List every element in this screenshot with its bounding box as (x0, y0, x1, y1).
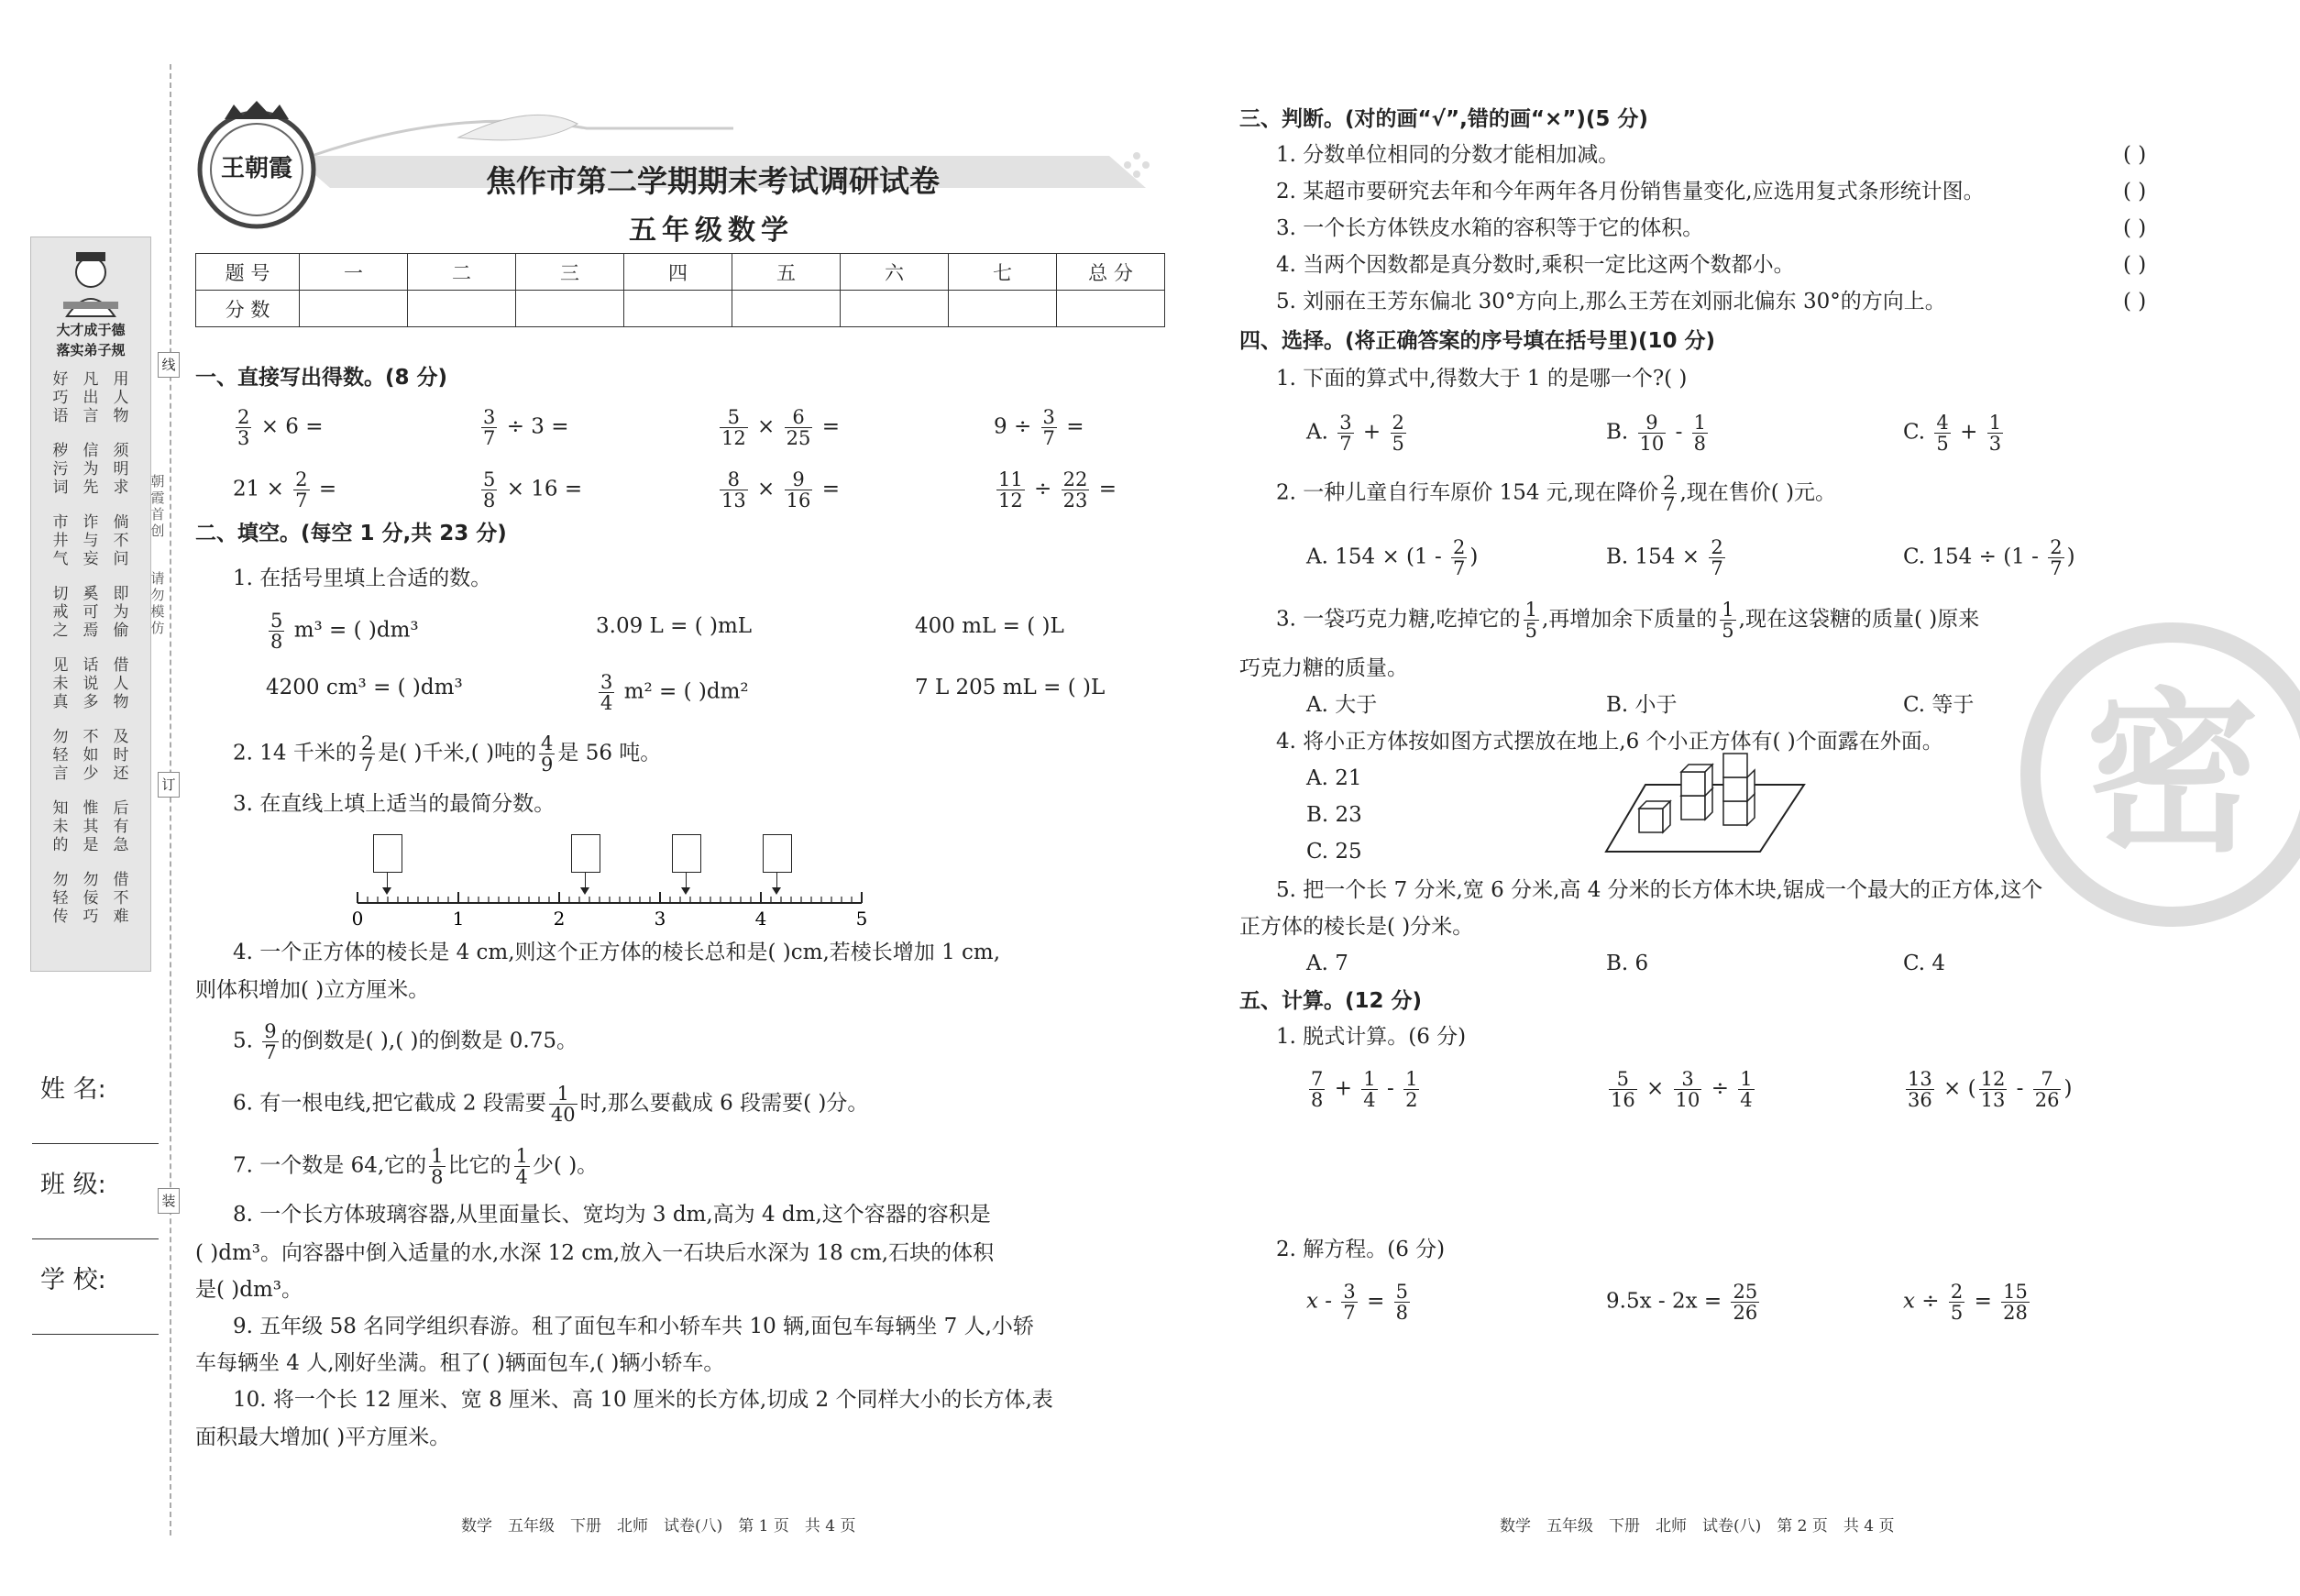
seal-mark-ding: 订 (158, 772, 180, 798)
s2-q5: 5. $\frac{9}{7}$ 的倒数是( ),( )的倒数是 0.75。 (233, 1020, 578, 1063)
tick-label: 3 (654, 908, 666, 930)
s4-q5-option-b[interactable]: B. 6 (1606, 952, 1649, 975)
margin-note-char: 朝 (150, 473, 165, 490)
motto-char: 切 (52, 585, 69, 603)
motto-char: 言 (52, 765, 69, 783)
motto-char: 如 (83, 746, 99, 765)
s4-q5-option-a[interactable]: A. 7 (1306, 952, 1348, 975)
motto-char: 轻 (52, 889, 69, 908)
score-table-score-row (196, 291, 1165, 327)
footer-left: 数学 五年级 下册 北师 试卷(八) 第 1 页 共 4 页 (461, 1517, 856, 1535)
motto-char: 传 (52, 908, 69, 926)
motto-char: 问 (113, 550, 129, 568)
s2-q1c: 400 mL = ( )L (915, 614, 1064, 638)
page-subtitle: 五年级数学 (629, 215, 794, 247)
s5-equation-1: x - $\frac{3}{7}$ = $\frac{5}{8}$ (1306, 1281, 1409, 1324)
name-label: 姓 名: (40, 1075, 106, 1104)
motto-char: 多 (83, 693, 99, 711)
motto-char: 人 (113, 675, 129, 693)
judgement-answer-paren[interactable]: ( ) (2123, 253, 2147, 277)
motto-column (80, 871, 102, 926)
s2-q9b: 车每辆坐 4 人,刚好坐满。租了( )辆面包车,( )辆小轿车。 (195, 1351, 725, 1375)
sidebar-motto-panel (30, 237, 151, 972)
s2-q10b: 面积最大增加( )平方厘米。 (195, 1425, 451, 1449)
tick-label: 5 (855, 908, 868, 930)
s4-q2-option-b[interactable]: B. 154 × $\frac{2}{7}$ (1606, 536, 1723, 579)
motto-char: 物 (113, 407, 129, 425)
s5-equation-3: x ÷ $\frac{2}{5}$ = $\frac{15}{28}$ (1903, 1281, 2028, 1324)
class-line[interactable] (32, 1238, 159, 1239)
motto-char: 可 (83, 603, 99, 622)
s4-q3b: 巧克力糖的质量。 (1239, 656, 1408, 680)
slogan-1: 大才成于德 (56, 322, 126, 338)
score-cell[interactable] (841, 291, 949, 327)
motto-column (50, 513, 72, 568)
motto-char: 巧 (52, 389, 69, 407)
s1-q7: $\frac{8}{13}$ × $\frac{9}{16}$ = (721, 468, 840, 512)
answer-box-2[interactable] (571, 834, 600, 873)
motto-char: 时 (113, 746, 129, 765)
number-line (351, 830, 871, 940)
s1-q6: $\frac{5}{8}$ × 16 = (483, 468, 583, 512)
motto-char: 秽 (52, 442, 69, 460)
s4-q3-option-b[interactable]: B. 小于 (1606, 693, 1678, 717)
motto-column (50, 728, 72, 783)
motto-char: 难 (113, 908, 129, 926)
motto-char: 为 (83, 460, 99, 479)
motto-char: 好 (52, 370, 69, 389)
motto-char: 未 (52, 675, 69, 693)
confidential-watermark-icon (2021, 614, 2300, 944)
motto-char: 诈 (83, 513, 99, 532)
s2-q9a: 9. 五年级 58 名同学组织春游。租了面包车和小轿车共 10 辆,面包车每辆坐 7 人,小轿 (233, 1315, 1034, 1338)
motto-char: 气 (52, 550, 69, 568)
s4-q4: 4. 将小正方体按如图方式摆放在地上,6 个小正方体有( )个面露在外面。 (1276, 730, 1943, 754)
motto-char: 及 (113, 728, 129, 746)
judgement-answer-paren[interactable]: ( ) (2123, 216, 2147, 240)
motto-char: 与 (83, 532, 99, 550)
s2-q4a: 4. 一个正方体的棱长是 4 cm,则这个正方体的棱长总和是( )cm,若棱长增加 1 cm, (233, 941, 1001, 964)
motto-char: 真 (52, 693, 69, 711)
motto-char: 物 (113, 693, 129, 711)
s5-expr-1: $\frac{7}{8}$ + $\frac{1}{4}$ - $\frac{1}{2}$ (1311, 1068, 1418, 1111)
s1-q8: $\frac{11}{12}$ ÷ $\frac{22}{23}$ = (998, 468, 1117, 512)
motto-char: 出 (83, 389, 99, 407)
score-cell[interactable] (624, 291, 732, 327)
motto-char: 井 (52, 532, 69, 550)
judgement-item: 2. 某超市要研究去年和今年两年各月份销售量变化,应选用复式条形统计图。 (1276, 180, 1985, 204)
motto-char: 话 (83, 656, 99, 675)
motto-column (80, 585, 102, 640)
judgement-answer-paren[interactable]: ( ) (2123, 143, 2147, 167)
motto-char: 是 (83, 836, 99, 854)
s4-q4-option-a[interactable]: A. 21 (1306, 766, 1362, 790)
s2-q1f: 7 L 205 mL = ( )L (915, 676, 1106, 699)
motto-char: 语 (52, 407, 69, 425)
motto-char: 勿 (52, 871, 69, 889)
motto-column (50, 442, 72, 497)
score-cell[interactable] (300, 291, 408, 327)
school-label: 学 校: (40, 1266, 106, 1294)
s4-q1-option-b[interactable]: B. $\frac{9}{10}$ - $\frac{1}{8}$ (1606, 412, 1707, 455)
motto-char: 妄 (83, 550, 99, 568)
motto-char: 偷 (113, 622, 129, 640)
motto-column (80, 370, 102, 425)
motto-column (80, 656, 102, 711)
motto-char: 奚 (83, 585, 99, 603)
motto-char: 急 (113, 836, 129, 854)
margin-note-original (149, 473, 167, 539)
binding-dashed-line (170, 64, 171, 1535)
motto-char: 说 (83, 675, 99, 693)
seal-mark-zhuang: 装 (158, 1188, 180, 1214)
s2-q1b: 3.09 L = ( )mL (596, 614, 753, 638)
motto-char: 污 (52, 460, 69, 479)
score-cell[interactable] (516, 291, 624, 327)
s5-expr-3: $\frac{13}{36}$ × ( $\frac{12}{13}$ - $\frac{7}{26}$ ) (1908, 1068, 2073, 1111)
motto-char: 不 (83, 728, 99, 746)
motto-char: 有 (113, 818, 129, 836)
school-line[interactable] (32, 1334, 159, 1335)
watermark-text: 密 (2085, 673, 2261, 875)
motto-char: 用 (113, 370, 129, 389)
s4-q2-option-a[interactable]: A. 154 × (1 - $\frac{2}{7}$ ) (1306, 536, 1479, 579)
margin-note-char: 首 (150, 506, 165, 523)
s4-q1-option-c[interactable]: C. $\frac{4}{5}$ + $\frac{1}{3}$ (1903, 412, 2002, 455)
motto-char: 借 (113, 871, 129, 889)
s4-q3a: 3. 一袋巧克力糖,吃掉它的 $\frac{1}{5}$ ,再增加余下质量的 $\frac{1}{5}$ ,现在这袋糖的质量( )原来 (1276, 599, 1980, 642)
score-table-header-cell: 三 (516, 254, 624, 291)
motto-char: 知 (52, 799, 69, 818)
s2-q1: 1. 在括号里填上合适的数。 (233, 567, 492, 590)
s4-q4-option-b[interactable]: B. 23 (1306, 803, 1362, 827)
score-cell[interactable] (949, 291, 1057, 327)
motto-column (50, 656, 72, 711)
motto-char: 不 (113, 532, 129, 550)
section-4-title: 四、选择。(将正确答案的序号填在括号里)(10 分) (1239, 329, 1716, 353)
s4-q1-option-a[interactable]: A. $\frac{3}{7}$ + $\frac{2}{5}$ (1306, 412, 1404, 455)
score-table-header-cell: 一 (300, 254, 408, 291)
number-line-axis (351, 830, 871, 940)
s5-part1-title: 1. 脱式计算。(6 分) (1276, 1025, 1467, 1049)
margin-note-char: 请 (150, 570, 165, 587)
s4-q3-option-c[interactable]: C. 等于 (1903, 693, 1975, 717)
tick-label: 0 (351, 908, 364, 930)
margin-note-char: 模 (150, 603, 165, 620)
s4-q4-option-c[interactable]: C. 25 (1306, 840, 1362, 864)
motto-column (110, 871, 132, 926)
score-table-header-cell: 四 (624, 254, 732, 291)
s4-q2: 2. 一种儿童自行车原价 154 元,现在降价 $\frac{2}{7}$ ,现在售价( )元。 (1276, 472, 1837, 515)
motto-column (110, 799, 132, 854)
judgement-item: 3. 一个长方体铁皮水箱的容积等于它的体积。 (1276, 216, 1704, 240)
score-cell[interactable] (1057, 291, 1165, 327)
motto-char: 少 (83, 765, 99, 783)
motto-char: 先 (83, 479, 99, 497)
s5-part2-title: 2. 解方程。(6 分) (1276, 1238, 1446, 1261)
s2-q10a: 10. 将一个长 12 厘米、宽 8 厘米、高 10 厘米的长方体,切成 2 个同样大小的长方体,表 (233, 1388, 1053, 1412)
motto-char: 戒 (52, 603, 69, 622)
motto-column (110, 656, 132, 711)
class-label: 班 级: (40, 1171, 106, 1199)
motto-column (80, 728, 102, 783)
motto-char: 惟 (83, 799, 99, 818)
score-cell[interactable] (408, 291, 516, 327)
judgement-answer-paren[interactable]: ( ) (2123, 180, 2147, 204)
section-5-title: 五、计算。(12 分) (1239, 989, 1423, 1013)
s1-q3: $\frac{5}{12}$ × $\frac{6}{25}$ = (721, 406, 840, 449)
motto-column (110, 370, 132, 425)
s4-q5b: 正方体的棱长是( )分米。 (1239, 915, 1474, 939)
motto-char: 佞 (83, 889, 99, 908)
margin-note-no-copy (149, 570, 167, 636)
motto-char: 借 (113, 656, 129, 675)
tick-label: 4 (754, 908, 767, 930)
motto-char: 轻 (52, 746, 69, 765)
arrow-3 (686, 873, 687, 893)
s2-q7: 7. 一个数是 64,它的 $\frac{1}{8}$ 比它的 $\frac{1}{4}$ 少( )。 (233, 1145, 599, 1188)
motto-char: 须 (113, 442, 129, 460)
name-line[interactable] (32, 1143, 159, 1144)
motto-char: 为 (113, 603, 129, 622)
judgement-item: 4. 当两个因数都是真分数时,乘积一定比这两个数都小。 (1276, 253, 1795, 277)
score-table-header-cell: 总 分 (1057, 254, 1165, 291)
motto-column (110, 728, 132, 783)
motto-column (110, 442, 132, 497)
motto-char: 焉 (83, 622, 99, 640)
motto-char: 的 (52, 836, 69, 854)
s2-q1d: 4200 cm³ = ( )dm³ (266, 676, 463, 699)
s4-q5a: 5. 把一个长 7 分米,宽 6 分米,高 4 分米的长方体木块,锯成一个最大的正方体,这个 (1276, 878, 2043, 902)
motto-char: 后 (113, 799, 129, 818)
s2-q8b: ( )dm³。向容器中倒入适量的水,水深 12 cm,放入一石块后水深为 18 cm,石块的体积 (195, 1241, 995, 1265)
motto-char: 勿 (83, 871, 99, 889)
s4-q5-option-c[interactable]: C. 4 (1903, 952, 1946, 975)
score-table-header-row (196, 254, 1165, 291)
margin-note-char: 仿 (150, 620, 165, 636)
page-title: 焦作市第二学期期末考试调研试卷 (486, 163, 940, 199)
motto-char: 言 (83, 407, 99, 425)
arrow-4 (776, 873, 777, 893)
arrow-2 (585, 873, 586, 893)
motto-char: 不 (113, 889, 129, 908)
motto-column (50, 799, 72, 854)
motto-char: 求 (113, 479, 129, 497)
motto-char: 其 (83, 818, 99, 836)
motto-char: 之 (52, 622, 69, 640)
motto-column (50, 585, 72, 640)
motto-column (50, 871, 72, 926)
answer-box-4[interactable] (763, 834, 792, 873)
motto-char: 还 (113, 765, 129, 783)
tick-label: 2 (553, 908, 566, 930)
s4-q2-option-c[interactable]: C. 154 ÷ (1 - $\frac{2}{7}$ ) (1903, 536, 2075, 579)
motto-char: 凡 (83, 370, 99, 389)
scholar-icon (54, 245, 127, 318)
margin-note-char: 霞 (150, 490, 165, 506)
score-cell[interactable] (732, 291, 841, 327)
s2-q1a: $\frac{5}{8}$ m³ = ( )dm³ (270, 610, 419, 653)
score-table-header-cell: 六 (841, 254, 949, 291)
arrow-1 (387, 873, 388, 893)
motto-char: 信 (83, 442, 99, 460)
s2-q6: 6. 有一根电线,把它截成 2 段需要 $\frac{1}{40}$ 时,那么要截成 6 段需要( )分。 (233, 1083, 869, 1126)
score-label: 分 数 (196, 291, 300, 327)
motto-column (80, 442, 102, 497)
motto-char: 词 (52, 479, 69, 497)
slogan-2: 落实弟子规 (56, 342, 126, 358)
motto-char: 人 (113, 389, 129, 407)
s2-q3: 3. 在直线上填上适当的最简分数。 (233, 792, 556, 816)
s2-q4b: 则体积增加( )立方厘米。 (195, 978, 430, 1002)
motto-column (50, 370, 72, 425)
score-table (195, 253, 1165, 327)
seal-mark-xian: 线 (158, 352, 180, 378)
judgement-answer-paren[interactable]: ( ) (2123, 290, 2147, 314)
s4-q3-option-a[interactable]: A. 大于 (1306, 693, 1378, 717)
motto-column (110, 585, 132, 640)
motto-char: 勿 (52, 728, 69, 746)
s2-q1e: $\frac{3}{4}$ m² = ( )dm² (600, 671, 749, 714)
cubes-figure (1604, 757, 1806, 856)
s1-q4: 9 ÷ $\frac{3}{7}$ = (994, 406, 1084, 449)
motto-column (80, 513, 102, 568)
margin-note-char: 勿 (150, 587, 165, 603)
margin-note-char: 创 (150, 523, 165, 539)
footer-right: 数学 五年级 下册 北师 试卷(八) 第 2 页 共 4 页 (1500, 1517, 1895, 1535)
s2-q8a: 8. 一个长方体玻璃容器,从里面量长、宽均为 3 dm,高为 4 dm,这个容器的容积是 (233, 1203, 991, 1227)
motto-char: 巧 (83, 908, 99, 926)
brand-logo: 王朝霞 (220, 155, 292, 182)
s5-equation-2: 9.5x - 2x = $\frac{25}{26}$ (1606, 1281, 1758, 1324)
motto-char: 即 (113, 585, 129, 603)
s1-q5: 21 × $\frac{2}{7}$ = (233, 468, 337, 512)
s4-q1: 1. 下面的算式中,得数大于 1 的是哪一个?( ) (1276, 367, 1688, 391)
motto-char: 市 (52, 513, 69, 532)
section-2-title: 二、填空。(每空 1 分,共 23 分) (195, 522, 507, 545)
s2-q8c: 是( )dm³。 (195, 1278, 303, 1302)
s1-q1: $\frac{2}{3}$ × 6 = (237, 406, 324, 449)
motto-column (80, 799, 102, 854)
motto-char: 见 (52, 656, 69, 675)
score-table-header-cell: 五 (732, 254, 841, 291)
judgement-item: 5. 刘丽在王芳东偏北 30°方向上,那么王芳在刘丽北偏东 30°的方向上。 (1276, 290, 1946, 314)
judgement-item: 1. 分数单位相同的分数才能相加减。 (1276, 143, 1620, 167)
tick-label: 1 (452, 908, 465, 930)
s5-expr-2: $\frac{5}{16}$ × $\frac{3}{10}$ ÷ $\frac{1}{4}$ (1611, 1068, 1753, 1111)
s2-q2: 2. 14 千米的 $\frac{2}{7}$ 是( )千米,( )吨的 $\frac{4}{9}$ 是 56 吨。 (233, 732, 662, 776)
motto-char: 未 (52, 818, 69, 836)
motto-column (110, 513, 132, 568)
score-table-label: 题 号 (196, 254, 300, 291)
answer-box-3[interactable] (672, 834, 701, 873)
answer-box-1[interactable] (373, 834, 402, 873)
section-3-title: 三、判断。(对的画“√”,错的画“×”)(5 分) (1239, 107, 1648, 131)
motto-char: 明 (113, 460, 129, 479)
s1-q2: $\frac{3}{7}$ ÷ 3 = (483, 406, 569, 449)
score-table-header-cell: 二 (408, 254, 516, 291)
section-1-title: 一、直接写出得数。(8 分) (195, 366, 448, 390)
score-table-header-cell: 七 (949, 254, 1057, 291)
motto-char: 倘 (113, 513, 129, 532)
